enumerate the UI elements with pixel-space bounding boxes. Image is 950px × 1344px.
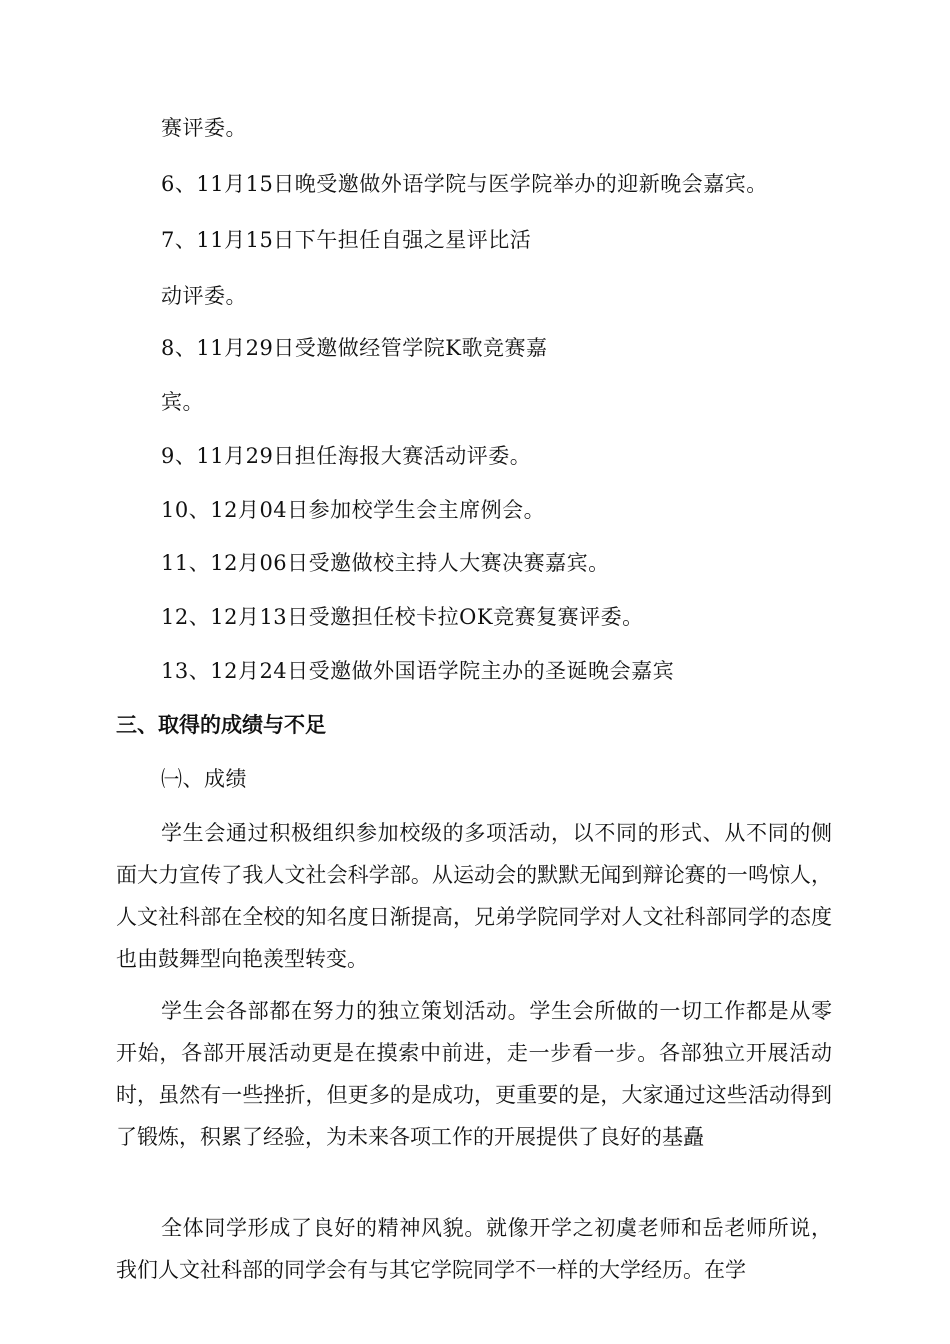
list-item: 8、11月29日受邀做经管学院K歌竞赛嘉 [161,336,548,360]
body-paragraph: 学生会通过积极组织参加校级的多项活动，以不同的形式、从不同的侧面大力宣传了我人文社会科学部。从运动会的默默无闻到辩论赛的一鸣惊人，人文社科部在全校的知名度日渐提高，兄弟学院同学对人文社科部同学的态度也由鼓舞型向艳羡型转变。 [116,821,832,971]
subheading: ㈠、成绩 [161,767,247,791]
list-item: 动评委。 [161,284,247,308]
body-paragraph: 学生会各部都在努力的独立策划活动。学生会所做的一切工作都是从零开始，各部开展活动更是在摸索中前进，走一步看一步。各部独立开展活动时，虽然有一些挫折，但更多的是成功，更重要的是，大家通过这些活动得到了锻炼，积累了经验，为未来各项工作的开展提供了良好的基矗 [116,999,832,1149]
list-item: 13、12月24日受邀做外国语学院主办的圣诞晚会嘉宾 [161,659,675,683]
list-item: 11、12月06日受邀做校主持人大赛决赛嘉宾。 [161,551,610,575]
section-heading: 三、取得的成绩与不足 [116,713,326,737]
list-item: 赛评委。 [161,116,247,140]
list-item: 12、12月13日受邀担任校卡拉OK竞赛复赛评委。 [161,605,644,629]
body-paragraph: 全体同学形成了良好的精神风貌。就像开学之初虞老师和岳老师所说，我们人文社科部的同学会有与其它学院同学不一样的大学经历。在学 [116,1216,832,1282]
list-item: 7、11月15日下午担任自强之星评比活 [161,228,532,252]
list-item: 10、12月04日参加校学生会主席例会。 [161,498,546,522]
list-item: 宾。 [161,390,204,414]
list-item: 9、11月29日担任海报大赛活动评委。 [161,444,532,468]
list-item: 6、11月15日晚受邀做外语学院与医学院举办的迎新晚会嘉宾。 [161,172,768,196]
